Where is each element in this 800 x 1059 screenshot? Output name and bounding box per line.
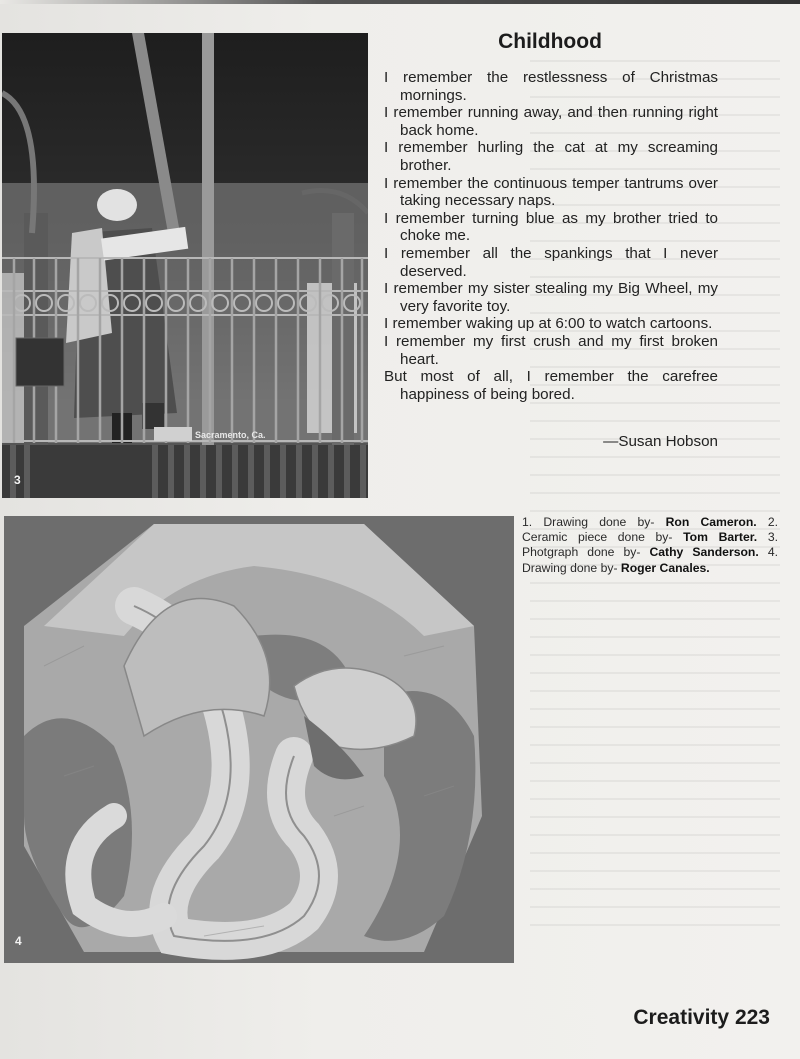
page-number: 223 xyxy=(734,1006,770,1029)
photo-sign-text: Sacramento, Ca. xyxy=(195,430,266,440)
credit-artist: Roger Canales. xyxy=(620,560,710,575)
poem-line: I remember all the spankings that I never deserved. xyxy=(384,244,718,280)
credit-artist: Ron Cameron. xyxy=(665,515,757,529)
section-name: Creativity xyxy=(633,1006,730,1029)
plate-number-4: 4 xyxy=(15,934,22,948)
dragon-drawing xyxy=(4,516,514,963)
poem-line: I remember the restlessness of Christmas mornings. xyxy=(384,69,718,104)
credit-number: 3. xyxy=(767,530,778,545)
photo-railing-scene xyxy=(2,33,368,498)
top-rule xyxy=(0,0,800,4)
poem-author: —Susan Hobson xyxy=(603,433,718,450)
plate-number-3: 3 xyxy=(14,473,21,487)
drawing-plate-4 xyxy=(4,516,514,963)
credit-artist: Tom Barter. xyxy=(683,530,758,545)
poem-line: But most of all, I remember the carefree happiness of being bored. xyxy=(384,368,718,403)
poem-line: I remember turning blue as my brother tried to choke me. xyxy=(384,209,718,245)
credit-text: Ceramic piece done by- xyxy=(522,530,673,545)
poem-line: I remember waking up at 6:00 to watch cartoons. xyxy=(384,315,713,333)
credit-text: Drawing done by- xyxy=(543,515,655,529)
credit-text: Photgraph done by- xyxy=(522,545,641,560)
poem-line: I remember my sister stealing my Big Wheel, my very favorite toy. xyxy=(384,280,718,315)
photograph-plate-3 xyxy=(2,33,368,498)
poem-title: Childhood xyxy=(498,30,602,53)
poem-line: I remember my first crush and my first broken heart. xyxy=(384,332,718,368)
credit-number: 1. xyxy=(522,515,533,529)
poem-line: I remember the continuous temper tantrums over taking necessary naps. xyxy=(384,174,718,210)
credit-number: 2. xyxy=(767,515,779,529)
page-footer xyxy=(633,1006,770,1030)
poem-line: I remember running away, and then running right back home. xyxy=(384,104,718,139)
poem-line: I remember hurling the cat at my screaming brother. xyxy=(384,139,718,174)
credit-text: Drawing done by- xyxy=(522,560,618,575)
poem-body xyxy=(384,69,718,403)
credit-number: 4. xyxy=(767,545,778,560)
art-credits-caption xyxy=(522,515,778,576)
credit-artist: Cathy Sanderson. xyxy=(649,545,759,560)
